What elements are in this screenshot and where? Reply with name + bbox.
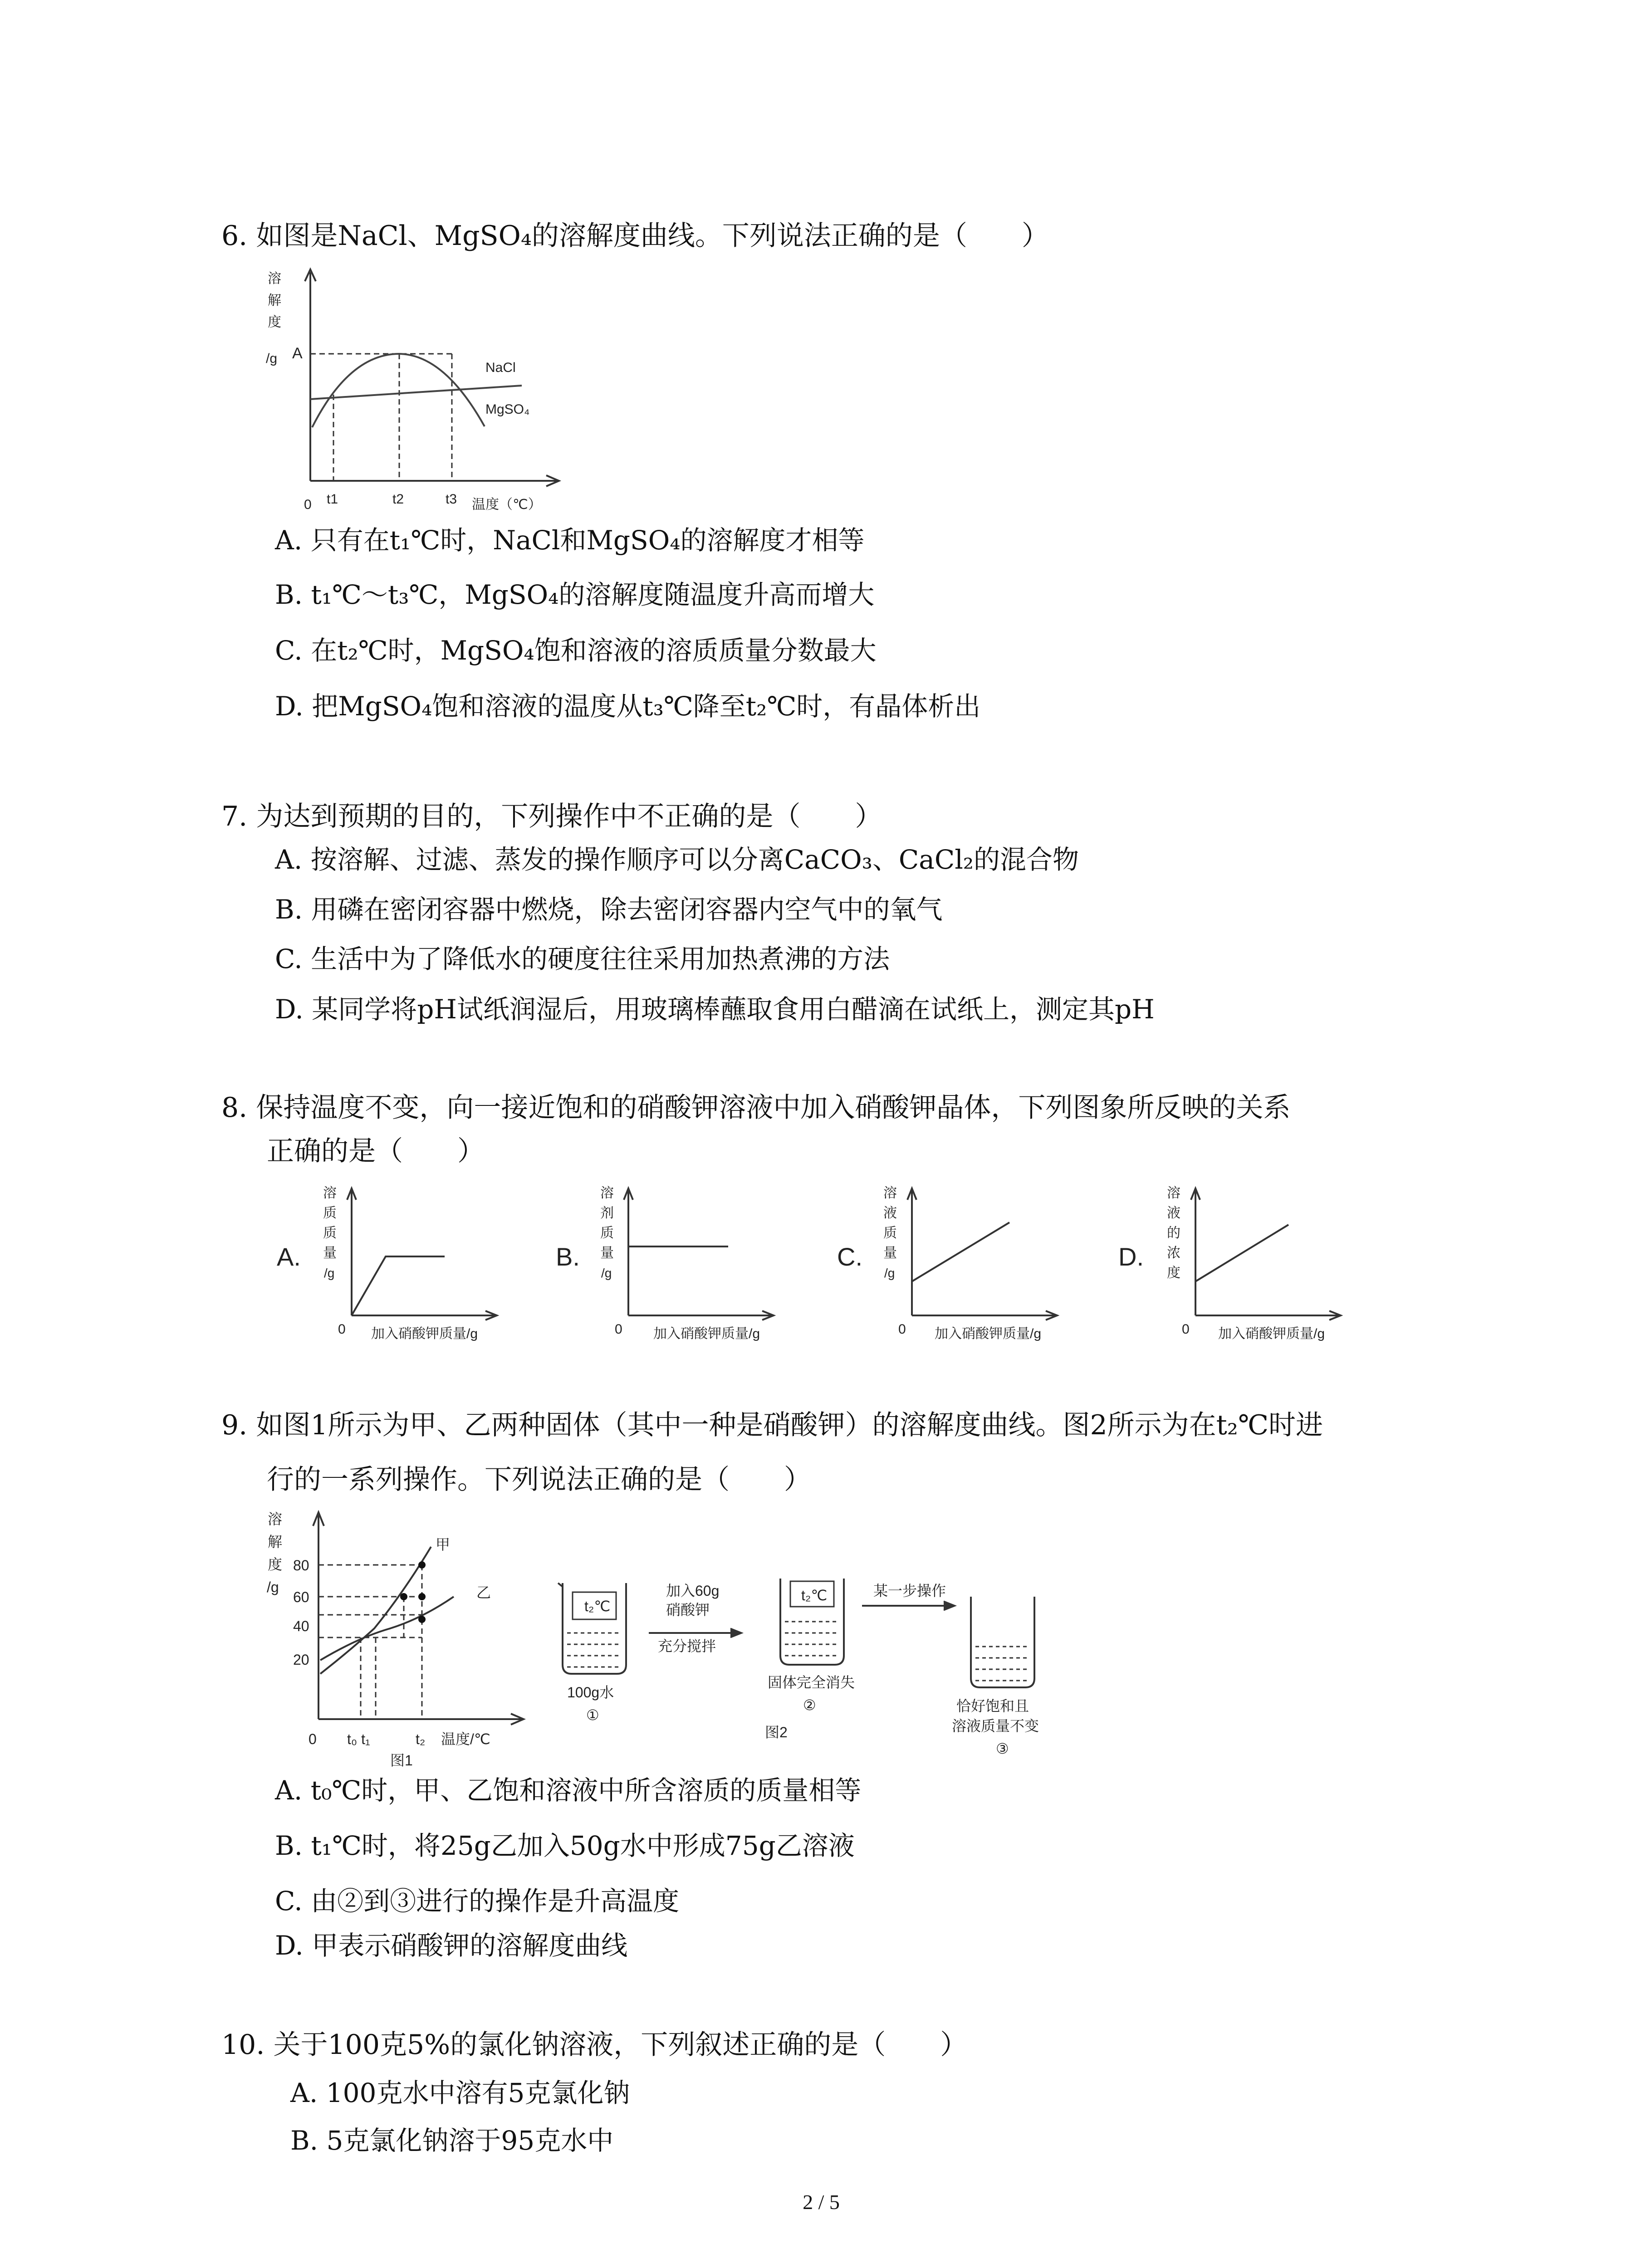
q7-option-d: D. 某同学将pH试纸润湿后，用玻璃棒蘸取食用白醋滴在试纸上，测定其pH bbox=[275, 994, 1155, 1025]
svg-text:液: 液 bbox=[883, 1206, 897, 1221]
q9-beaker-3 bbox=[971, 1597, 1034, 1687]
q6-a-label: A bbox=[292, 345, 303, 362]
svg-text:20: 20 bbox=[293, 1652, 309, 1668]
q10-stem: 10. 关于100克5%的氯化钠溶液，下列叙述正确的是（ ） bbox=[221, 2029, 968, 2061]
q9-option-b: B. t₁℃时，将25g乙加入50g水中形成75g乙溶液 bbox=[275, 1830, 855, 1861]
svg-text:0: 0 bbox=[615, 1322, 622, 1337]
svg-text:0: 0 bbox=[338, 1322, 346, 1337]
q6-stem: 6. 如图是NaCl、MgSO₄的溶解度曲线。下列说法正确的是（ ） bbox=[221, 220, 1049, 252]
svg-text:40: 40 bbox=[293, 1618, 309, 1634]
q10-option-b: B. 5克氯化钠溶于95克水中 bbox=[290, 2125, 614, 2156]
svg-text:加入硝酸钾质量/g: 加入硝酸钾质量/g bbox=[371, 1326, 478, 1341]
svg-text:③: ③ bbox=[996, 1740, 1009, 1757]
svg-text:100g水: 100g水 bbox=[567, 1684, 614, 1701]
q9-stem-line2: 行的一系列操作。下列说法正确的是（ ） bbox=[267, 1464, 811, 1496]
svg-text:图2: 图2 bbox=[765, 1724, 788, 1740]
q6-option-b: B. t₁℃～t₃℃，MgSO₄的溶解度随温度升高而增大 bbox=[275, 579, 875, 610]
q6-xlabel: 温度（℃） bbox=[472, 497, 542, 512]
svg-text:80: 80 bbox=[293, 1557, 309, 1574]
svg-text:量: 量 bbox=[323, 1246, 337, 1261]
svg-text:度: 度 bbox=[1167, 1266, 1181, 1281]
svg-text:60: 60 bbox=[293, 1589, 309, 1605]
svg-text:溶: 溶 bbox=[600, 1186, 614, 1201]
svg-text:液: 液 bbox=[1167, 1206, 1181, 1221]
q6-series-mgso4: MgSO₄ bbox=[485, 402, 530, 417]
svg-text:恰好饱和且: 恰好饱和且 bbox=[956, 1698, 1029, 1714]
q6-option-a: A. 只有在t₁℃时，NaCl和MgSO₄的溶解度才相等 bbox=[275, 525, 865, 556]
svg-text:溶: 溶 bbox=[1167, 1186, 1181, 1201]
svg-text:度: 度 bbox=[268, 1556, 283, 1573]
q6-ylabel-3: 度 bbox=[268, 315, 281, 330]
q9-option-d: D. 甲表示硝酸钾的溶解度曲线 bbox=[275, 1930, 628, 1961]
q8-graph-a-line bbox=[352, 1256, 445, 1315]
q6-tick-t2: t2 bbox=[392, 492, 404, 507]
svg-text:温度/℃: 温度/℃ bbox=[441, 1731, 490, 1747]
q10-option-a: A. 100克水中溶有5克氯化钠 bbox=[290, 2077, 630, 2108]
svg-text:剂: 剂 bbox=[600, 1206, 614, 1221]
svg-text:加入硝酸钾质量/g: 加入硝酸钾质量/g bbox=[935, 1326, 1042, 1341]
svg-text:t₀ t₁: t₀ t₁ bbox=[347, 1731, 370, 1747]
q7-option-c: C. 生活中为了降低水的硬度往往采用加热煮沸的方法 bbox=[275, 943, 890, 974]
svg-text:溶: 溶 bbox=[883, 1186, 897, 1201]
q8-graph-d bbox=[1114, 1179, 1372, 1347]
q8-graph-a bbox=[272, 1179, 531, 1347]
svg-text:溶液质量不变: 溶液质量不变 bbox=[952, 1718, 1039, 1734]
svg-text:质: 质 bbox=[883, 1226, 897, 1241]
q9-fig2-procedure bbox=[549, 1579, 1116, 1778]
q8-graph-b-letter: B. bbox=[556, 1242, 580, 1271]
q9-option-c: C. 由②到③进行的操作是升高温度 bbox=[275, 1886, 680, 1916]
q7-option-a: A. 按溶解、过滤、蒸发的操作顺序可以分离CaCO₃、CaCl₂的混合物 bbox=[275, 844, 1079, 875]
svg-text:/g: /g bbox=[601, 1266, 612, 1280]
svg-text:加入硝酸钾质量/g: 加入硝酸钾质量/g bbox=[653, 1326, 760, 1341]
q9-fig1-curve-yi bbox=[320, 1597, 454, 1660]
q8-graph-d-line bbox=[1195, 1225, 1288, 1281]
svg-text:充分搅拌: 充分搅拌 bbox=[658, 1638, 716, 1654]
q9-fig1-curve-jia bbox=[320, 1547, 431, 1674]
q6-nacl-curve bbox=[310, 386, 522, 399]
q9-beaker-1 bbox=[558, 1583, 626, 1674]
svg-text:②: ② bbox=[803, 1697, 816, 1713]
q6-ylabel-1: 溶 bbox=[268, 271, 281, 286]
svg-text:量: 量 bbox=[883, 1246, 897, 1261]
svg-text:固体完全消失: 固体完全消失 bbox=[768, 1674, 855, 1691]
q7-option-b: B. 用磷在密闭容器中燃烧，除去密闭容器内空气中的氧气 bbox=[275, 894, 943, 925]
q8-graph-c-line bbox=[912, 1222, 1009, 1281]
svg-text:加入硝酸钾质量/g: 加入硝酸钾质量/g bbox=[1218, 1326, 1325, 1341]
q6-option-d: D. 把MgSO₄饱和溶液的温度从t₃℃降至t₂℃时，有晶体析出 bbox=[275, 691, 981, 722]
q6-option-c: C. 在t₂℃时，MgSO₄饱和溶液的溶质质量分数最大 bbox=[275, 635, 877, 666]
q9-arrow-1 bbox=[730, 1628, 742, 1637]
svg-text:解: 解 bbox=[268, 1534, 283, 1550]
q8-graph-d-letter: D. bbox=[1118, 1242, 1144, 1271]
q9-stem-line1: 9. 如图1所示为甲、乙两种固体（其中一种是硝酸钾）的溶解度曲线。图2所示为在t₂℃时进 bbox=[221, 1409, 1323, 1441]
svg-text:质: 质 bbox=[600, 1226, 614, 1241]
q9-option-a: A. t₀℃时，甲、乙饱和溶液中所含溶质的质量相等 bbox=[275, 1775, 862, 1806]
q6-tick-t3: t3 bbox=[446, 492, 457, 507]
q6-solubility-figure bbox=[254, 259, 572, 522]
q6-ylabel-4: /g bbox=[266, 351, 278, 366]
svg-text:0: 0 bbox=[898, 1322, 906, 1337]
svg-text:t₂: t₂ bbox=[416, 1731, 426, 1747]
svg-text:溶: 溶 bbox=[268, 1511, 283, 1527]
svg-text:质: 质 bbox=[323, 1206, 337, 1221]
svg-text:t₂℃: t₂℃ bbox=[801, 1587, 828, 1603]
svg-text:乙: 乙 bbox=[476, 1584, 491, 1601]
svg-text:甲: 甲 bbox=[436, 1536, 451, 1553]
svg-text:质: 质 bbox=[323, 1226, 337, 1241]
q8-graph-c bbox=[833, 1179, 1091, 1347]
q8-stem-line1: 8. 保持温度不变，向一接近饱和的硝酸钾溶液中加入硝酸钾晶体，下列图象所反映的关系 bbox=[221, 1092, 1291, 1124]
svg-text:溶: 溶 bbox=[323, 1186, 337, 1201]
q8-stem-line2: 正确的是（ ） bbox=[267, 1135, 485, 1167]
q9-arrow-2 bbox=[944, 1601, 955, 1610]
svg-text:/g: /g bbox=[267, 1579, 279, 1595]
q9-fig1-solubility bbox=[254, 1501, 554, 1774]
svg-text:t₂℃: t₂℃ bbox=[584, 1598, 611, 1614]
q6-tick-t1: t1 bbox=[327, 492, 338, 507]
svg-text:/g: /g bbox=[324, 1266, 335, 1280]
svg-text:0: 0 bbox=[1182, 1322, 1190, 1337]
svg-text:/g: /g bbox=[884, 1266, 895, 1280]
q8-graph-c-letter: C. bbox=[837, 1242, 862, 1271]
svg-text:加入60g: 加入60g bbox=[666, 1583, 720, 1599]
q8-graph-a-letter: A. bbox=[277, 1242, 301, 1271]
svg-text:浓: 浓 bbox=[1167, 1246, 1181, 1261]
q7-stem: 7. 为达到预期的目的，下列操作中不正确的是（ ） bbox=[221, 801, 882, 832]
q6-series-nacl: NaCl bbox=[485, 360, 516, 375]
svg-text:的: 的 bbox=[1167, 1226, 1181, 1241]
svg-text:0: 0 bbox=[309, 1731, 317, 1747]
q6-ylabel-2: 解 bbox=[268, 293, 281, 308]
q6-origin: 0 bbox=[304, 497, 312, 512]
svg-text:量: 量 bbox=[600, 1246, 614, 1261]
svg-text:图1: 图1 bbox=[390, 1752, 413, 1769]
q6-mgso4-curve bbox=[312, 354, 485, 427]
page-number: 2 / 5 bbox=[803, 2190, 840, 2214]
svg-text:①: ① bbox=[586, 1707, 599, 1723]
svg-text:硝酸钾: 硝酸钾 bbox=[666, 1602, 710, 1618]
q8-graph-b bbox=[551, 1179, 810, 1347]
svg-text:某一步操作: 某一步操作 bbox=[873, 1583, 946, 1599]
